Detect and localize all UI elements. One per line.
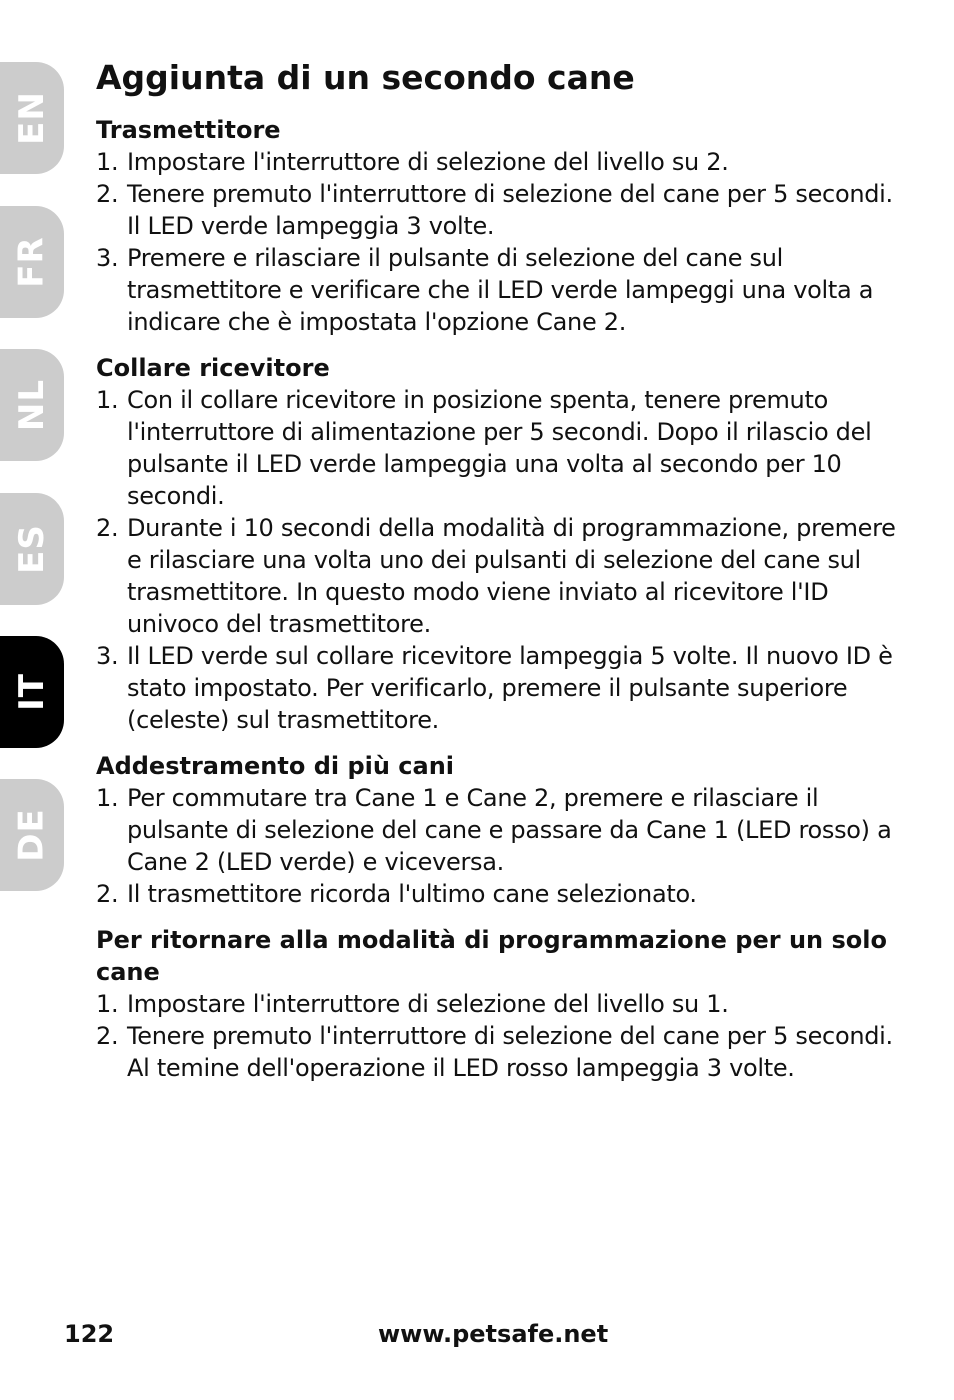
footer-url[interactable]: www.petsafe.net	[378, 1320, 609, 1348]
step-number: 1.	[96, 990, 119, 1018]
section-ritorno-singolo	[96, 924, 906, 1084]
tab-en[interactable]	[0, 62, 64, 174]
step-text: Premere e rilasciare il pulsante di selezione del cane sul trasmettitore e verificare che il LED verde lampeggi una volta a indicare che è impostata l'opzione Cane 2.	[127, 244, 874, 336]
tab-es[interactable]	[0, 493, 64, 605]
tab-label: NL	[12, 378, 52, 432]
tab-label: EN	[12, 91, 52, 145]
step-number: 1.	[96, 148, 119, 176]
step-number: 2.	[96, 514, 119, 542]
tab-it[interactable]	[0, 636, 64, 748]
list-item	[96, 242, 906, 338]
step-text: Impostare l'interruttore di selezione del livello su 2.	[127, 148, 729, 176]
list-item	[96, 878, 906, 910]
page-number: 122	[64, 1320, 115, 1348]
tab-fr[interactable]	[0, 206, 64, 318]
step-text: Tenere premuto l'interruttore di selezione del cane per 5 secondi. Al temine dell'operazione il LED rosso lampeggia 3 volte.	[127, 1022, 893, 1082]
step-number: 3.	[96, 244, 119, 272]
section-heading: Collare ricevitore	[96, 354, 330, 382]
tab-label: FR	[12, 236, 52, 288]
list-item	[96, 782, 906, 878]
tab-nl[interactable]	[0, 349, 64, 461]
tab-label: IT	[12, 673, 52, 711]
step-list	[96, 782, 906, 910]
list-item	[96, 988, 906, 1020]
step-number: 2.	[96, 1022, 119, 1050]
list-item	[96, 384, 906, 512]
step-text: Impostare l'interruttore di selezione del livello su 1.	[127, 990, 729, 1018]
tab-label: DE	[11, 808, 52, 862]
step-number: 1.	[96, 784, 119, 812]
page-title: Aggiunta di un secondo cane	[96, 58, 635, 97]
step-number: 3.	[96, 642, 119, 670]
step-number: 2.	[96, 880, 119, 908]
tab-label: ES	[12, 524, 52, 574]
section-collare-ricevitore	[96, 352, 906, 736]
list-item	[96, 146, 906, 178]
tab-de[interactable]	[0, 779, 64, 891]
step-list	[96, 384, 906, 736]
step-text: Il LED verde sul collare ricevitore lampeggia 5 volte. Il nuovo ID è stato impostato. Per verificarlo, premere il pulsante superiore (celeste) sul trasmettitore.	[127, 642, 893, 734]
list-item	[96, 640, 906, 736]
section-trasmettitore	[96, 114, 906, 338]
list-item	[96, 178, 906, 242]
page-content	[96, 54, 906, 1098]
step-text: Con il collare ricevitore in posizione spenta, tenere premuto l'interruttore di alimentazione per 5 secondi. Dopo il rilascio del pulsante il LED verde lampeggia una volta al secondo per 10 secondi.	[127, 386, 872, 510]
section-heading: Trasmettitore	[96, 116, 281, 144]
section-addestramento	[96, 750, 906, 910]
step-number: 2.	[96, 180, 119, 208]
list-item	[96, 512, 906, 640]
section-heading: Addestramento di più cani	[96, 752, 455, 780]
step-list	[96, 988, 906, 1084]
section-heading: Per ritornare alla modalità di programmazione per un solo cane	[96, 926, 887, 986]
step-text: Il trasmettitore ricorda l'ultimo cane selezionato.	[127, 880, 697, 908]
step-text: Tenere premuto l'interruttore di selezione del cane per 5 secondi. Il LED verde lampeggia 3 volte.	[127, 180, 893, 240]
step-text: Durante i 10 secondi della modalità di programmazione, premere e rilasciare una volta uno dei pulsanti di selezione del cane sul trasmettitore. In questo modo viene inviato al ricevitore l'ID univoco del trasmettitore.	[127, 514, 896, 638]
step-text: Per commutare tra Cane 1 e Cane 2, premere e rilasciare il pulsante di selezione del cane e passare da Cane 1 (LED rosso) a Cane 2 (LED verde) e viceversa.	[127, 784, 892, 876]
step-number: 1.	[96, 386, 119, 414]
list-item	[96, 1020, 906, 1084]
step-list	[96, 146, 906, 338]
